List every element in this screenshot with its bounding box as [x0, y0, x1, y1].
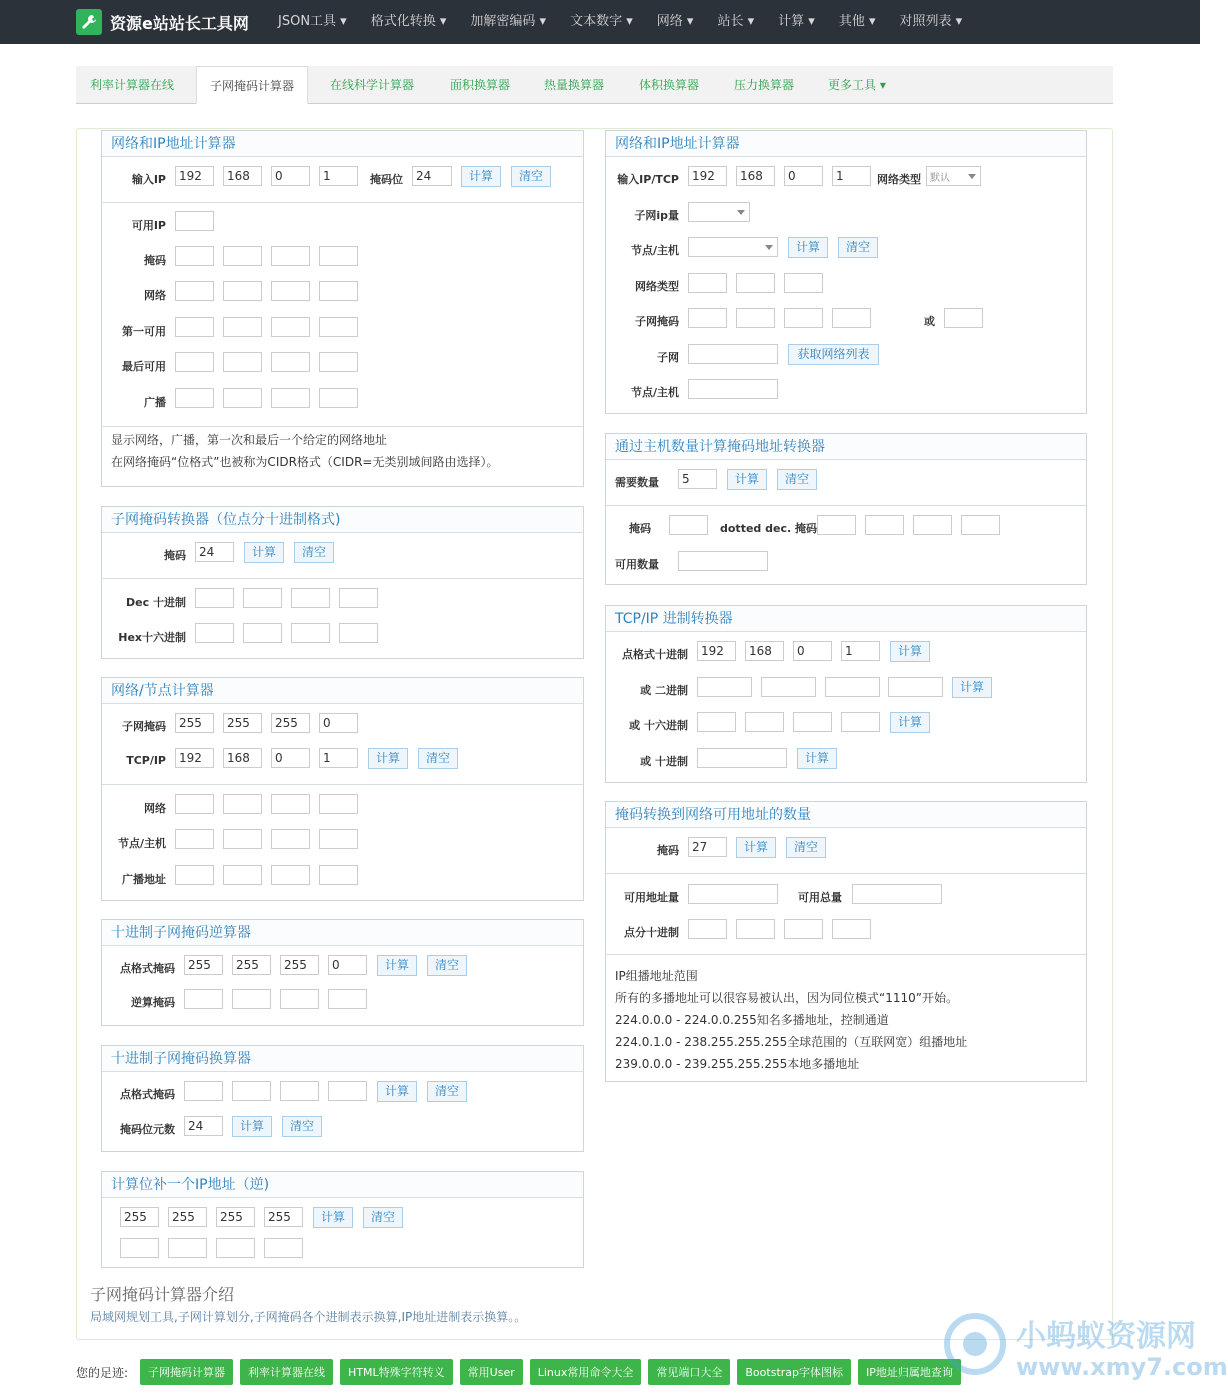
calc-button[interactable]: 计算 [788, 237, 828, 258]
calc-button[interactable]: 计算 [377, 955, 417, 976]
host-count-result [606, 506, 1086, 584]
dotted-mask-label: 点格式掩码 [120, 962, 175, 975]
mask-bits-converter-body [102, 1072, 583, 1150]
usable-ip-field[interactable] [175, 211, 214, 231]
result-octet[interactable] [216, 1238, 255, 1258]
mask-field[interactable] [319, 246, 358, 266]
ip-label: 输入IP [131, 173, 166, 186]
brand-title: 资源e站站长工具网 [110, 13, 249, 33]
dec-field[interactable] [339, 588, 378, 608]
nav-item-json[interactable]: JSON工具 ▾ [278, 14, 347, 29]
dec-field[interactable] [195, 588, 234, 608]
get-network-list-button[interactable]: 获取网络列表 [788, 344, 879, 365]
chevron-down-icon [737, 210, 745, 215]
panel-title: 子网掩码转换器（位点分十进制格式) [102, 507, 583, 533]
calc-button[interactable]: 计算 [797, 748, 837, 769]
nav-menu [268, 0, 976, 44]
mask-label: 掩码 [657, 844, 679, 857]
mask-usable-result [606, 874, 1086, 955]
brand[interactable] [76, 8, 249, 36]
footprint-bar [76, 1358, 968, 1386]
multicast-note-section [606, 955, 1086, 1081]
network-field[interactable] [223, 794, 262, 814]
hex-octet[interactable] [841, 712, 880, 732]
calc-button[interactable]: 计算 [244, 542, 284, 563]
subnet-octet[interactable]: 0 [319, 713, 358, 733]
note-text: 239.0.0.0 - 239.255.255.255本地多播地址 [615, 1057, 860, 1071]
tcpip-octet[interactable]: 168 [223, 748, 262, 768]
note-text: 224.0.0.0 - 224.0.0.255知名多播地址，控制通道 [615, 1013, 889, 1027]
broadcast-field[interactable] [223, 388, 262, 408]
node-field[interactable] [271, 829, 310, 849]
panel-title: 掩码转换到网络可用地址的数量 [606, 802, 1086, 828]
mask-label: 掩码 [629, 522, 651, 535]
ip-octet[interactable]: 255 [264, 1207, 303, 1227]
calc-button[interactable]: 计算 [952, 677, 992, 698]
hex-octet[interactable] [745, 712, 784, 732]
ip-tcp-calculator-panel [605, 130, 1087, 414]
tab-interest[interactable]: 利率计算器在线 [90, 78, 175, 92]
dotted-decimal-label: 点格式十进制 [622, 648, 688, 661]
calc-button[interactable]: 计算 [461, 166, 501, 187]
bin-octet[interactable] [888, 677, 943, 697]
mask-input[interactable]: 24 [195, 542, 234, 562]
ip-octet-4[interactable]: 1 [832, 166, 871, 186]
nav-item-other[interactable]: 其他 ▾ [838, 14, 876, 29]
dotted-field[interactable] [961, 515, 1000, 535]
ip-input-section [102, 157, 583, 203]
hex-octet[interactable] [793, 712, 832, 732]
net-type-field[interactable] [688, 273, 727, 293]
last-usable-field[interactable] [175, 352, 214, 372]
broadcast-addr-field[interactable] [319, 865, 358, 885]
calc-button[interactable]: 计算 [313, 1207, 353, 1228]
dec-field[interactable] [291, 588, 330, 608]
tcpip-octet[interactable]: 1 [319, 748, 358, 768]
mask-bits-converter-panel [101, 1045, 584, 1152]
total-count-label: 可用总量 [798, 891, 842, 904]
dec-octet[interactable]: 168 [745, 641, 784, 661]
nav-item-network[interactable]: 网络 ▾ [656, 14, 694, 29]
dotted-octet[interactable]: 255 [184, 955, 223, 975]
usable-ip-label: 可用IP [131, 219, 166, 232]
footprint-label: 您的足迹: [76, 1365, 129, 1380]
mask-converter-panel [101, 506, 584, 659]
available-count-field[interactable] [678, 551, 768, 571]
network-label: 网络 [144, 802, 166, 815]
subnet-mask-field[interactable] [688, 308, 727, 328]
tcpip-label: TCP/IP [126, 754, 166, 767]
network-field[interactable] [271, 794, 310, 814]
ip-octet-3[interactable]: 0 [784, 166, 823, 186]
mask-inverse-panel [101, 919, 584, 1026]
broadcast-addr-field[interactable] [175, 865, 214, 885]
ip-complement-body [102, 1198, 583, 1266]
ip-note-section [102, 427, 583, 485]
subnet-field[interactable] [688, 344, 778, 364]
hex-field[interactable] [195, 623, 234, 643]
net-type-select[interactable]: 默认 [926, 166, 981, 186]
dotted-field[interactable] [688, 919, 727, 939]
tcpip-base-converter-panel [605, 605, 1087, 783]
dotted-octet[interactable] [232, 1081, 271, 1101]
hex-field[interactable] [291, 623, 330, 643]
footprint-tag[interactable]: 常用User [460, 1359, 523, 1385]
or-label: 或 [924, 315, 935, 328]
network-node-input [102, 704, 583, 785]
mask-input-section [102, 533, 583, 579]
mask-label: 掩码 [164, 549, 186, 562]
footprint-tag[interactable]: HTML特殊字符转义 [340, 1359, 453, 1385]
panel-title: 网络和IP地址计算器 [102, 131, 583, 157]
node2-label: 节点/主机 [630, 386, 679, 399]
result-octet[interactable] [264, 1238, 303, 1258]
ip-octet-1[interactable]: 192 [688, 166, 727, 186]
panel-title: 十进制子网掩码换算器 [102, 1046, 583, 1072]
mask-usable-input [606, 828, 1086, 874]
mask-field[interactable] [175, 246, 214, 266]
tcpip-base-body [606, 632, 1086, 782]
broadcast-addr-label: 广播地址 [122, 873, 166, 886]
tab-area[interactable]: 面积换算器 [450, 78, 511, 92]
nav-item-webmaster[interactable]: 站长 ▾ [717, 14, 755, 29]
net-type-field[interactable] [784, 273, 823, 293]
hex-field[interactable] [243, 623, 282, 643]
subnet-mask-field[interactable] [784, 308, 823, 328]
mask-usable-count-panel [605, 801, 1087, 1082]
inverse-field[interactable] [184, 989, 223, 1009]
tab-more[interactable]: 更多工具 ▾ [828, 78, 886, 92]
subnet-count-label: 子网ip量 [634, 209, 679, 222]
broadcast-field[interactable] [319, 388, 358, 408]
bin-octet[interactable] [761, 677, 816, 697]
ant-logo-icon [940, 1309, 1010, 1379]
nav-item-text[interactable]: 文本数字 ▾ [570, 14, 633, 29]
subnet-label: 子网 [657, 351, 679, 364]
clear-button[interactable]: 清空 [294, 542, 334, 563]
ip-octet-2[interactable]: 168 [223, 166, 262, 186]
ip-octet[interactable]: 255 [120, 1207, 159, 1227]
tcpip-octet[interactable]: 192 [175, 748, 214, 768]
hex-octet[interactable] [697, 712, 736, 732]
hex-field[interactable] [339, 623, 378, 643]
first-usable-label: 第一可用 [122, 325, 166, 338]
network-field[interactable] [271, 281, 310, 301]
clear-button[interactable]: 清空 [838, 237, 878, 258]
calc-button[interactable]: 计算 [377, 1081, 417, 1102]
hex-label: Hex十六进制 [118, 631, 186, 644]
clear-button[interactable]: 清空 [427, 1081, 467, 1102]
mask-row-label: 掩码 [144, 254, 166, 267]
ip-octet-1[interactable]: 192 [175, 166, 214, 186]
panel-title: 计算位补一个IP地址（逆) [102, 1172, 583, 1198]
result-octet[interactable] [120, 1238, 159, 1258]
ip-tcp-body [606, 157, 1086, 412]
tab-pressure[interactable]: 压力换算器 [734, 78, 795, 92]
broadcast-addr-field[interactable] [223, 865, 262, 885]
node-label: 节点/主机 [117, 837, 166, 850]
intro-title: 子网掩码计算器介绍 [90, 1285, 235, 1304]
panel-title: 网络/节点计算器 [102, 678, 583, 704]
calc-button[interactable]: 计算 [368, 748, 408, 769]
top-navbar [0, 0, 1200, 44]
footprint-tag[interactable]: 常见端口大全 [648, 1359, 730, 1385]
mask-field[interactable] [271, 246, 310, 266]
footprint-tag[interactable]: Linux常用命令大全 [530, 1359, 642, 1385]
dotted-octet[interactable] [328, 1081, 367, 1101]
last-usable-field[interactable] [271, 352, 310, 372]
broadcast-label: 广播 [144, 396, 166, 409]
panel-title: 通过主机数量计算掩码地址转换器 [606, 434, 1086, 460]
ip-octet-3[interactable]: 0 [271, 166, 310, 186]
first-usable-field[interactable] [175, 317, 214, 337]
subnet-mask-field[interactable] [736, 308, 775, 328]
dotted-octet[interactable]: 0 [328, 955, 367, 975]
mask-field[interactable] [223, 246, 262, 266]
network-field[interactable] [319, 794, 358, 814]
inverse-field[interactable] [280, 989, 319, 1009]
last-usable-field[interactable] [319, 352, 358, 372]
note-text: IP组播地址范围 [615, 969, 698, 983]
total-count-field[interactable] [852, 884, 942, 904]
panel-title: 网络和IP地址计算器 [606, 131, 1086, 157]
dotted-octet[interactable]: 255 [280, 955, 319, 975]
binary-label: 或 二进制 [640, 684, 688, 697]
dotted-field[interactable] [913, 515, 952, 535]
host-count-input [606, 460, 1086, 506]
clear-button[interactable]: 清空 [777, 469, 817, 490]
dotted-octet[interactable] [280, 1081, 319, 1101]
broadcast-field[interactable] [271, 388, 310, 408]
intro-text: 局域网规划工具,子网计算划分,子网掩码各个进制表示换算,IP地址进制表示换算。。 [90, 1310, 527, 1324]
ip-octet[interactable]: 255 [168, 1207, 207, 1227]
host-count-panel [605, 433, 1087, 585]
node-label: 节点/主机 [630, 244, 679, 257]
subnet-mask-label: 子网掩码 [635, 315, 679, 328]
inverse-field[interactable] [232, 989, 271, 1009]
dec-octet[interactable]: 0 [793, 641, 832, 661]
subnet-octet[interactable]: 255 [223, 713, 262, 733]
calc-button[interactable]: 计算 [890, 641, 930, 662]
dec-field[interactable] [243, 588, 282, 608]
tab-subnet[interactable]: 子网掩码计算器 [196, 66, 308, 104]
node-field[interactable] [175, 829, 214, 849]
first-usable-field[interactable] [223, 317, 262, 337]
watermark [940, 1305, 1228, 1397]
dotted-field[interactable] [817, 515, 856, 535]
clear-button[interactable]: 清空 [282, 1116, 322, 1137]
decimal-field[interactable] [697, 748, 787, 768]
subnet-mask-field[interactable] [832, 308, 871, 328]
bin-octet[interactable] [825, 677, 880, 697]
footprint-tag[interactable]: 利率计算器在线 [240, 1359, 333, 1385]
ip-result-section [102, 203, 583, 427]
broadcast-addr-field[interactable] [271, 865, 310, 885]
footprint-tag[interactable]: IP地址归属地查询 [858, 1359, 961, 1385]
net-type-label: 网络类型 [877, 173, 921, 186]
node-select[interactable] [688, 237, 778, 257]
network-field[interactable] [319, 281, 358, 301]
ip-tcp-label: 输入IP/TCP [617, 173, 679, 186]
nav-item-crypto[interactable]: 加解密编码 ▾ [470, 14, 547, 29]
dotted-field[interactable] [832, 919, 871, 939]
mask-bits-input[interactable]: 24 [184, 1116, 223, 1136]
network-field[interactable] [223, 281, 262, 301]
footprint-tag[interactable]: Bootstrap字体图标 [737, 1359, 851, 1385]
calc-button[interactable]: 计算 [727, 469, 767, 490]
clear-button[interactable]: 清空 [786, 837, 826, 858]
broadcast-field[interactable] [175, 388, 214, 408]
node-field[interactable] [319, 829, 358, 849]
subnet-count-select[interactable] [688, 202, 750, 222]
wrench-icon [76, 9, 102, 35]
chevron-down-icon [968, 174, 976, 179]
decimal-label: 或 十进制 [640, 755, 688, 768]
network-node-panel [101, 677, 584, 901]
chevron-down-icon [765, 245, 773, 250]
dotted-field[interactable] [865, 515, 904, 535]
inverse-mask-label: 逆算掩码 [131, 996, 175, 1009]
mask-input[interactable]: 27 [688, 837, 727, 857]
tab-heat[interactable]: 热量换算器 [544, 78, 605, 92]
note-text: 显示网络，广播，第一次和最后一个给定的网络地址 [111, 433, 388, 447]
dotted-field[interactable] [736, 919, 775, 939]
mask-bits-label: 掩码位 [370, 173, 403, 186]
tab-scientific[interactable]: 在线科学计算器 [330, 78, 415, 92]
dotted-dec-label: dotted dec. 掩码 [720, 522, 817, 535]
dotted-octet[interactable]: 255 [232, 955, 271, 975]
subnet-label: 子网掩码 [122, 720, 166, 733]
subnet-octet[interactable]: 255 [175, 713, 214, 733]
calc-button[interactable]: 计算 [232, 1116, 272, 1137]
network-row-label: 网络 [144, 289, 166, 302]
clear-button[interactable]: 清空 [427, 955, 467, 976]
network-node-result [102, 785, 583, 900]
node-field[interactable] [223, 829, 262, 849]
clear-button[interactable]: 清空 [511, 166, 551, 187]
tcpip-octet[interactable]: 0 [271, 748, 310, 768]
last-usable-label: 最后可用 [122, 360, 166, 373]
available-count-label: 可用数量 [615, 558, 659, 571]
calc-button[interactable]: 计算 [890, 712, 930, 733]
note-text: 224.0.1.0 - 238.255.255.255全球范围的（互联网宽）组播地址 [615, 1035, 968, 1049]
subnet-mask-bits-field[interactable] [944, 308, 983, 328]
dec-octet[interactable]: 1 [841, 641, 880, 661]
last-usable-field[interactable] [223, 352, 262, 372]
mask-result-section [102, 579, 583, 658]
dotted-mask-label: 点格式掩码 [120, 1088, 175, 1101]
ip-calculator-panel [101, 130, 584, 487]
tab-volume[interactable]: 体积换算器 [639, 78, 700, 92]
result-octet[interactable] [168, 1238, 207, 1258]
ip-octet-2[interactable]: 168 [736, 166, 775, 186]
need-count-input[interactable]: 5 [678, 469, 717, 489]
nav-item-reference[interactable]: 对照列表 ▾ [899, 14, 963, 29]
tool-tabs [76, 66, 1113, 104]
first-usable-field[interactable] [319, 317, 358, 337]
mask-inverse-body [102, 946, 583, 1024]
network-field[interactable] [175, 794, 214, 814]
net-type-field[interactable] [736, 273, 775, 293]
inverse-field[interactable] [328, 989, 367, 1009]
net-type2-label: 网络类型 [635, 280, 679, 293]
ip-octet-4[interactable]: 1 [319, 166, 358, 186]
address-count-label: 可用地址量 [624, 891, 679, 904]
mask-bits-input[interactable]: 24 [412, 166, 452, 186]
node-field[interactable] [688, 379, 778, 399]
note-text: 所有的多播地址可以很容易被认出，因为同位模式“1110”开始。 [615, 991, 958, 1005]
footprint-tag[interactable]: 子网掩码计算器 [140, 1359, 233, 1385]
dec-label: Dec 十进制 [126, 596, 186, 609]
watermark-url: www.xmy7.com [1016, 1353, 1228, 1381]
first-usable-field[interactable] [271, 317, 310, 337]
ip-complement-panel [101, 1171, 584, 1268]
network-field[interactable] [175, 281, 214, 301]
ip-octet[interactable]: 255 [216, 1207, 255, 1227]
need-count-label: 需要数量 [615, 476, 659, 489]
mask-bits-label: 掩码位元数 [120, 1123, 175, 1136]
dotted-field[interactable] [784, 919, 823, 939]
panel-title: 十进制子网掩码逆算器 [102, 920, 583, 946]
calc-button[interactable]: 计算 [736, 837, 776, 858]
nav-item-calc[interactable]: 计算 ▾ [778, 14, 815, 29]
address-count-field[interactable] [688, 884, 778, 904]
dotted-decimal-label: 点分十进制 [624, 926, 679, 939]
clear-button[interactable]: 清空 [363, 1207, 403, 1228]
panel-title: TCP/IP 进制转换器 [606, 606, 1086, 632]
hex-label: 或 十六进制 [629, 719, 688, 732]
dotted-octet[interactable] [184, 1081, 223, 1101]
note-text: 在网络掩码“位格式”也被称为CIDR格式（CIDR=无类别域间路由选择）。 [111, 455, 499, 469]
bin-octet[interactable] [697, 677, 752, 697]
watermark-text: 小蚂蚁资源网 [1016, 1319, 1196, 1354]
nav-item-format[interactable]: 格式化转换 ▾ [370, 14, 447, 29]
subnet-octet[interactable]: 255 [271, 713, 310, 733]
mask-field[interactable] [669, 515, 708, 535]
dec-octet[interactable]: 192 [697, 641, 736, 661]
clear-button[interactable]: 清空 [418, 748, 458, 769]
